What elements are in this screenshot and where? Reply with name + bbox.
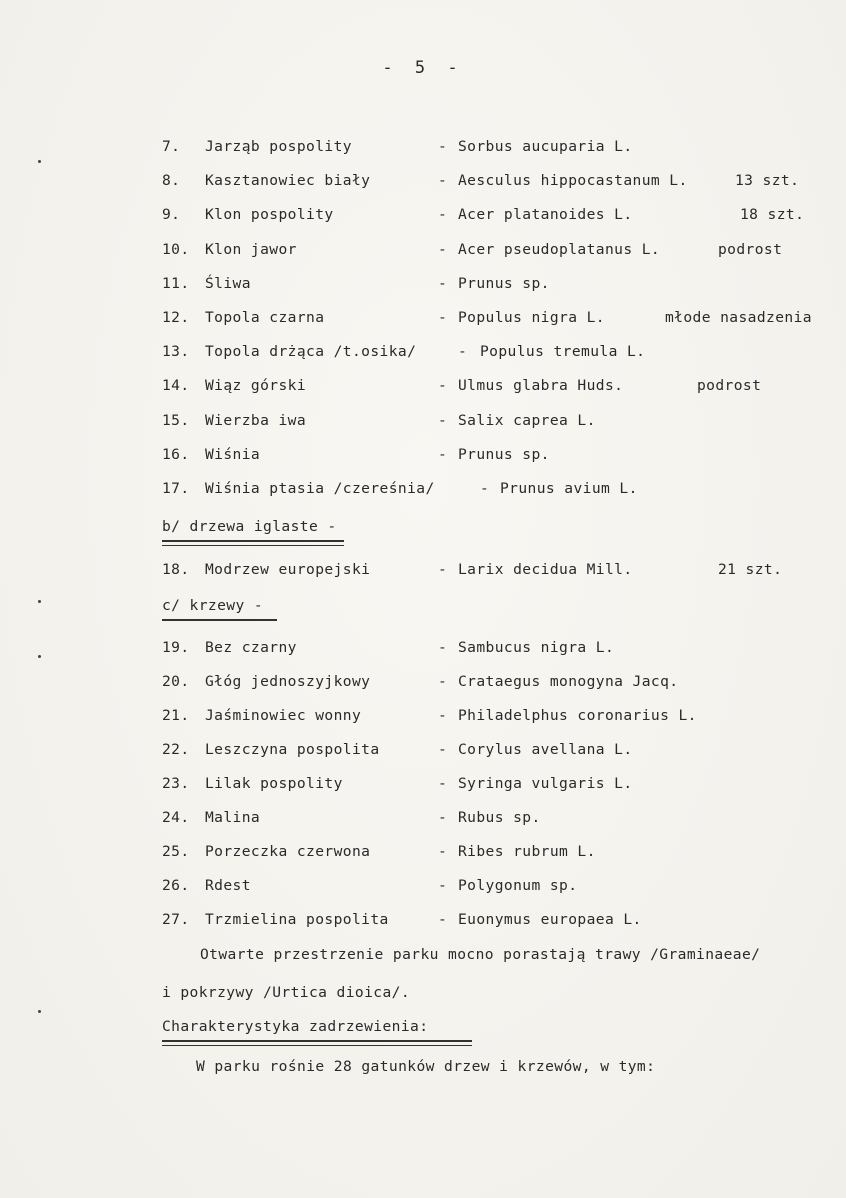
item-number: 19.: [162, 639, 190, 656]
separator-dash: -: [480, 480, 490, 497]
separator-dash: -: [438, 172, 448, 190]
list-item: [0, 561, 846, 581]
list-item: [0, 275, 846, 295]
list-item: [0, 138, 846, 158]
latin-name: Rubus sp.: [458, 809, 541, 826]
page-number: - 5 -: [382, 58, 464, 78]
latin-name: Syringa vulgaris L.: [458, 775, 633, 792]
item-number: 16.: [162, 445, 190, 463]
heading-underline-second: [162, 545, 344, 546]
list-item: [0, 639, 846, 659]
item-number: 18.: [162, 561, 190, 578]
separator-dash: -: [438, 843, 448, 860]
list-item: [0, 172, 846, 192]
remark: 18 szt.: [740, 206, 805, 224]
list-item: [0, 911, 846, 931]
remark: 21 szt.: [718, 561, 783, 578]
list-item: [0, 309, 846, 329]
list-item: [0, 412, 846, 432]
list-item: [0, 877, 846, 897]
polish-name: Jarząb pospolity: [205, 138, 352, 155]
latin-name: Ulmus glabra Huds.: [458, 377, 624, 395]
separator-dash: -: [438, 809, 448, 826]
separator-dash: -: [438, 240, 448, 258]
item-number: 12.: [162, 309, 190, 326]
polish-name: Malina: [205, 809, 261, 826]
item-number: 25.: [162, 843, 190, 860]
item-number: 27.: [162, 911, 190, 928]
separator-dash: -: [438, 445, 448, 463]
item-number: 10.: [162, 240, 190, 258]
list-item: [0, 673, 846, 693]
item-number: 26.: [162, 877, 190, 894]
latin-name: Philadelphus coronarius L.: [458, 707, 697, 724]
item-number: 17.: [162, 480, 190, 497]
paragraph-line-1: Otwarte przestrzenie parku mocno porastają trawy /Graminaeae/: [200, 946, 761, 963]
list-item: [0, 741, 846, 761]
item-number: 11.: [162, 274, 190, 292]
item-number: 13.: [162, 343, 190, 361]
item-number: 20.: [162, 673, 190, 690]
polish-name: Topola czarna: [205, 309, 325, 326]
polish-name: Porzeczka czerwona: [205, 843, 371, 860]
polish-name: Bez czarny: [205, 639, 297, 656]
polish-name: Topola drżąca /t.osika/: [205, 343, 417, 361]
separator-dash: -: [438, 673, 448, 690]
list-item: [0, 241, 846, 261]
paragraph-line-2: i pokrzywy /Urtica dioica/.: [162, 984, 411, 1001]
polish-name: Wiąz górski: [205, 377, 307, 395]
section-heading-shrubs: c/ krzewy -: [162, 597, 264, 614]
polish-name: Jaśminowiec wonny: [205, 707, 362, 724]
latin-name: Ribes rubrum L.: [458, 843, 596, 860]
item-number: 8.: [162, 172, 181, 190]
separator-dash: -: [438, 309, 448, 326]
separator-dash: -: [458, 343, 468, 361]
item-number: 15.: [162, 411, 190, 429]
separator-dash: -: [438, 138, 448, 155]
item-number: 7.: [162, 138, 181, 155]
polish-name: Wierzba iwa: [205, 411, 307, 429]
item-number: 14.: [162, 377, 190, 395]
polish-name: Rdest: [205, 877, 251, 894]
separator-dash: -: [438, 206, 448, 224]
remark: podrost: [718, 240, 783, 258]
list-item: [0, 446, 846, 466]
latin-name: Sorbus aucuparia L.: [458, 138, 633, 155]
latin-name: Polygonum sp.: [458, 877, 578, 894]
separator-dash: -: [438, 377, 448, 395]
section-heading-characteristics: Charakterystyka zadrzewienia:: [162, 1018, 429, 1035]
separator-dash: -: [438, 877, 448, 894]
polish-name: Kasztanowiec biały: [205, 172, 371, 190]
heading-underline: [162, 619, 277, 621]
separator-dash: -: [438, 411, 448, 429]
remark: młode nasadzenia: [665, 309, 812, 326]
margin-speck: [38, 160, 41, 163]
margin-speck: [38, 1010, 41, 1013]
separator-dash: -: [438, 274, 448, 292]
polish-name: Modrzew europejski: [205, 561, 371, 578]
section-heading-conifers: b/ drzewa iglaste -: [162, 518, 337, 535]
separator-dash: -: [438, 561, 448, 578]
remark: podrost: [697, 377, 762, 395]
latin-name: Prunus sp.: [458, 445, 550, 463]
polish-name: Wiśnia: [205, 445, 261, 463]
separator-dash: -: [438, 639, 448, 656]
item-number: 24.: [162, 809, 190, 826]
item-number: 9.: [162, 206, 181, 224]
latin-name: Aesculus hippocastanum L.: [458, 172, 688, 190]
list-item: [0, 707, 846, 727]
polish-name: Głóg jednoszyjkowy: [205, 673, 371, 690]
heading-underline: [162, 1040, 472, 1042]
list-item: [0, 809, 846, 829]
list-item: [0, 377, 846, 397]
heading-underline: [162, 540, 344, 542]
paragraph-last-line: W parku rośnie 28 gatunków drzew i krzewów, w tym:: [196, 1058, 656, 1075]
latin-name: Prunus sp.: [458, 274, 550, 292]
polish-name: Klon jawor: [205, 240, 297, 258]
item-number: 23.: [162, 775, 190, 792]
latin-name: Crataegus monogyna Jacq.: [458, 673, 679, 690]
latin-name: Sambucus nigra L.: [458, 639, 615, 656]
polish-name: Wiśnia ptasia /czereśnia/: [205, 480, 435, 497]
latin-name: Euonymus europaea L.: [458, 911, 642, 928]
item-number: 21.: [162, 707, 190, 724]
separator-dash: -: [438, 707, 448, 724]
latin-name: Prunus avium L.: [500, 480, 638, 497]
latin-name: Acer pseudoplatanus L.: [458, 240, 661, 258]
list-item: [0, 206, 846, 226]
separator-dash: -: [438, 741, 448, 758]
latin-name: Larix decidua Mill.: [458, 561, 633, 578]
polish-name: Trzmielina pospolita: [205, 911, 389, 928]
polish-name: Śliwa: [205, 274, 251, 292]
margin-speck: [38, 655, 41, 658]
latin-name: Populus nigra L.: [458, 309, 605, 326]
margin-speck: [38, 600, 41, 603]
polish-name: Leszczyna pospolita: [205, 741, 380, 758]
latin-name: Acer platanoides L.: [458, 206, 633, 224]
list-item: [0, 775, 846, 795]
separator-dash: -: [438, 775, 448, 792]
list-item: [0, 843, 846, 863]
separator-dash: -: [438, 911, 448, 928]
remark: 13 szt.: [735, 172, 800, 190]
item-number: 22.: [162, 741, 190, 758]
polish-name: Lilak pospolity: [205, 775, 343, 792]
latin-name: Salix caprea L.: [458, 411, 596, 429]
latin-name: Populus tremula L.: [480, 343, 646, 361]
list-item: [0, 343, 846, 363]
heading-underline-second: [162, 1045, 472, 1046]
list-item: [0, 480, 846, 500]
latin-name: Corylus avellana L.: [458, 741, 633, 758]
polish-name: Klon pospolity: [205, 206, 334, 224]
